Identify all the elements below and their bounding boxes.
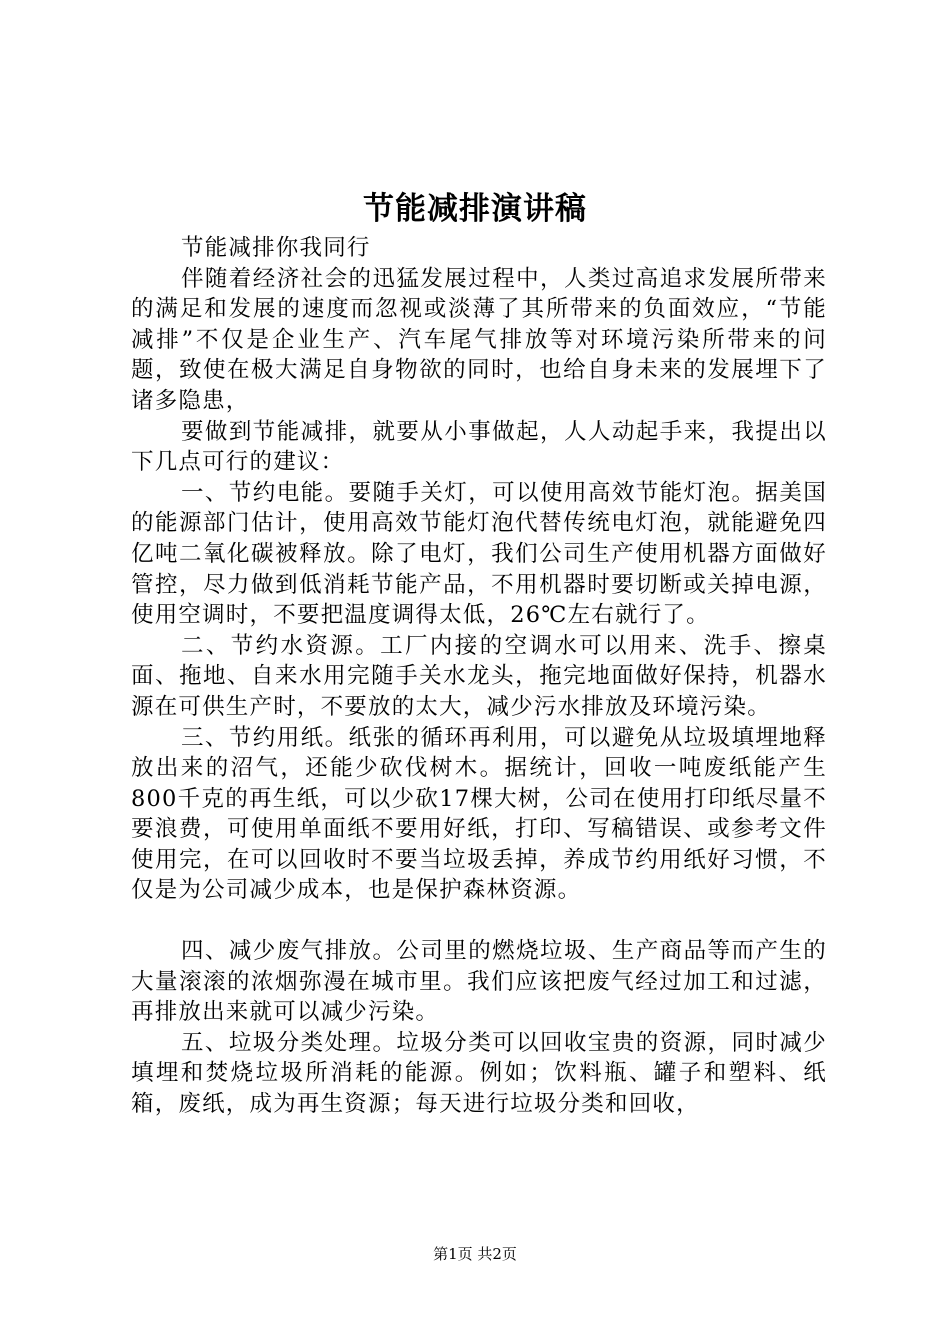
document-body [131, 233, 827, 1120]
paragraph-reduce-emissions: 四、减少废气排放。公司里的燃烧垃圾、生产商品等而产生的大量滚滚的浓烟弥漫在城市里。我们应该把废气经过加工和过滤，再排放出来就可以减少污染。 [131, 938, 827, 1026]
paragraph-waste-sorting: 五、垃圾分类处理。垃圾分类可以回收宝贵的资源，同时减少填埋和焚烧垃圾所消耗的能源。例如；饮料瓶、罐子和塑料、纸箱，废纸，成为再生资源；每天进行垃圾分类和回收， [131, 1029, 827, 1118]
paragraph-subtitle: 节能减排你我同行 [181, 235, 371, 261]
page-indicator: 第1页 共2页 [433, 1245, 517, 1263]
paragraph-suggestions-lead: 要做到节能减排，就要从小事做起，人人动起手来，我提出以下几点可行的建议： [131, 418, 827, 476]
paragraph-save-water: 二、节约水资源。工厂内接的空调水可以用来、洗手、擦桌面、拖地、自来水用完随手关水龙头，拖完地面做好保持，机器水源在可供生产时，不要放的太大，减少污水排放及环境污染。 [131, 632, 827, 720]
paragraph-save-paper: 三、节约用纸。纸张的循环再利用，可以避免从垃圾填埋地释放出来的沼气，还能少砍伐树木。据统计，回收一吨废纸能产生800千克的再生纸，可以少砍17棵大树，公司在使用打印纸尽量不要浪费，可使用单面纸不要用好纸，打印、写稿错误、或参考文件使用完，在可以回收时不要当垃圾丢掉，养成节约用纸好习惯，不仅是为公司减少成本，也是保护森林资源。 [131, 724, 827, 904]
paragraph-intro: 伴随着经济社会的迅猛发展过程中，人类过高追求发展所带来的满足和发展的速度而忽视或淡薄了其所带来的负面效应，“节能减排”不仅是企业生产、汽车尾气排放等对环境污染所带来的问题，致使在极大满足自身物欲的同时，也给自身未来的发展埋下了诸多隐患， [131, 265, 827, 414]
document-title: 节能减排演讲稿 [363, 191, 587, 227]
paragraph-save-electricity: 一、节约电能。要随手关灯，可以使用高效节能灯泡。据美国的能源部门估计，使用高效节能灯泡代替传统电灯泡，就能避免四亿吨二氧化碳被释放。除了电灯，我们公司生产使用机器方面做好管控，尽力做到低消耗节能产品，不用机器时要切断或关掉电源，使用空调时，不要把温度调得太低，26℃左右就行了。 [131, 479, 827, 629]
